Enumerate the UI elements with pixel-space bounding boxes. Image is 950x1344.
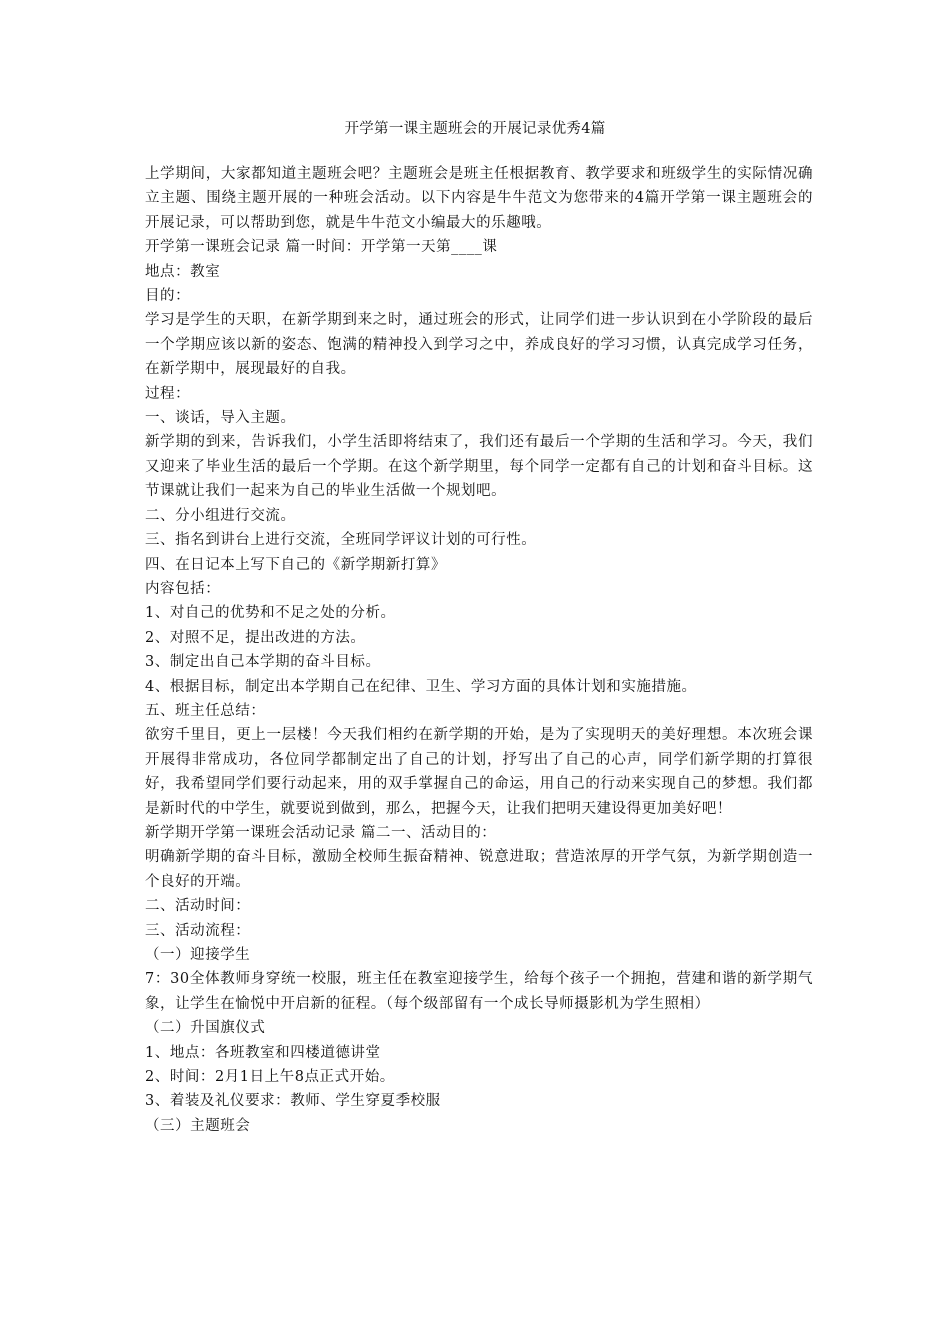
paragraph: （二）升国旗仪式 [145,1020,266,1037]
paragraph: 7：30全体教师身穿统一校服，班主任在教室迎接学生，给每个孩子一个拥抱，营建和谐的新学期气象，让学生在愉悦中开启新的征程。（每个级部留有一个成长导师摄影机为学生照相） [145,971,813,1012]
paragraph: 1、对自己的优势和不足之处的分析。 [145,605,396,622]
paragraph: 欲穷千里目，更上一层楼！今天我们相约在新学期的开始，是为了实现明天的美好理想。本次班会课开展得非常成功，各位同学都制定出了自己的计划，抒写出了自己的心声，同学们新学期的打算很好，我希望同学们要行动起来，用的双手掌握自己的命运，用自己的行动来实现自己的梦想。我们都是新时代的中学生，就要说到做到，那么，把握今天，让我们把明天建设得更加美好吧！ [145,727,813,817]
paragraph: 开学第一课班会记录 篇一时间：开学第一天第____课 [145,239,498,256]
paragraph: 上学期间，大家都知道主题班会吧？主题班会是班主任根据教育、教学要求和班级学生的实际情况确立主题、围绕主题开展的一种班会活动。以下内容是牛牛范文为您带来的4篇开学第一课主题班会的开展记录，可以帮助到您，就是牛牛范文小编最大的乐趣哦。 [145,166,813,231]
paragraph: 地点：教室 [145,263,221,280]
paragraph: 二、分小组进行交流。 [145,507,296,524]
paragraph: 五、班主任总结： [145,702,266,719]
paragraph: 3、着装及礼仪要求：教师、学生穿夏季校服 [145,1093,441,1110]
paragraph: （一）迎接学生 [145,947,251,963]
paragraph: 过程： [145,385,191,402]
paragraph: 三、指名到讲台上进行交流，全班同学评议计划的可行性。 [145,532,537,549]
paragraph: 目的： [145,288,191,305]
paragraph: 新学期的到来，告诉我们，小学生活即将结束了，我们还有最后一个学期的生活和学习。今天，我们又迎来了毕业生活的最后一个学期。在这个新学期里，每个同学一定都有自己的计划和奋斗目标。这节课就让我们一起来为自己的毕业生活做一个规划吧。 [145,434,813,500]
paragraph: 2、对照不足，提出改进的方法。 [145,629,366,646]
paragraph: 四、在日记本上写下自己的《新学期新打算》 [145,556,446,573]
document-title: 开学第一课主题班会的开展记录优秀4篇 [344,121,606,137]
paragraph: 2、时间：2月1日上午8点正式开始。 [145,1069,395,1086]
paragraph: 内容包括： [145,580,221,597]
paragraph: （三）主题班会 [145,1117,251,1134]
document-body [145,162,813,1138]
paragraph: 一、谈话，导入主题。 [145,410,296,427]
paragraph: 学习是学生的天职，在新学期到来之时，通过班会的形式，让同学们进一步认识到在小学阶段的最后一个学期应该以新的姿态、饱满的精神投入到学习之中，养成良好的学习习惯，认真完成学习任务，在新学期中，展现最好的自我。 [145,312,813,378]
paragraph: 4、根据目标，制定出本学期自己在纪律、卫生、学习方面的具体计划和实施措施。 [145,678,697,695]
paragraph: 明确新学期的奋斗目标，激励全校师生振奋精神、锐意进取；营造浓厚的开学气氛，为新学期创造一个良好的开端。 [145,849,813,890]
paragraph: 新学期开学第一课班会活动记录 篇二一、活动目的： [145,824,497,841]
paragraph: 3、制定出自己本学期的奋斗目标。 [145,654,381,671]
paragraph: 三、活动流程： [145,922,251,939]
paragraph: 二、活动时间： [145,898,251,915]
paragraph: 1、地点：各班教室和四楼道德讲堂 [145,1044,381,1061]
